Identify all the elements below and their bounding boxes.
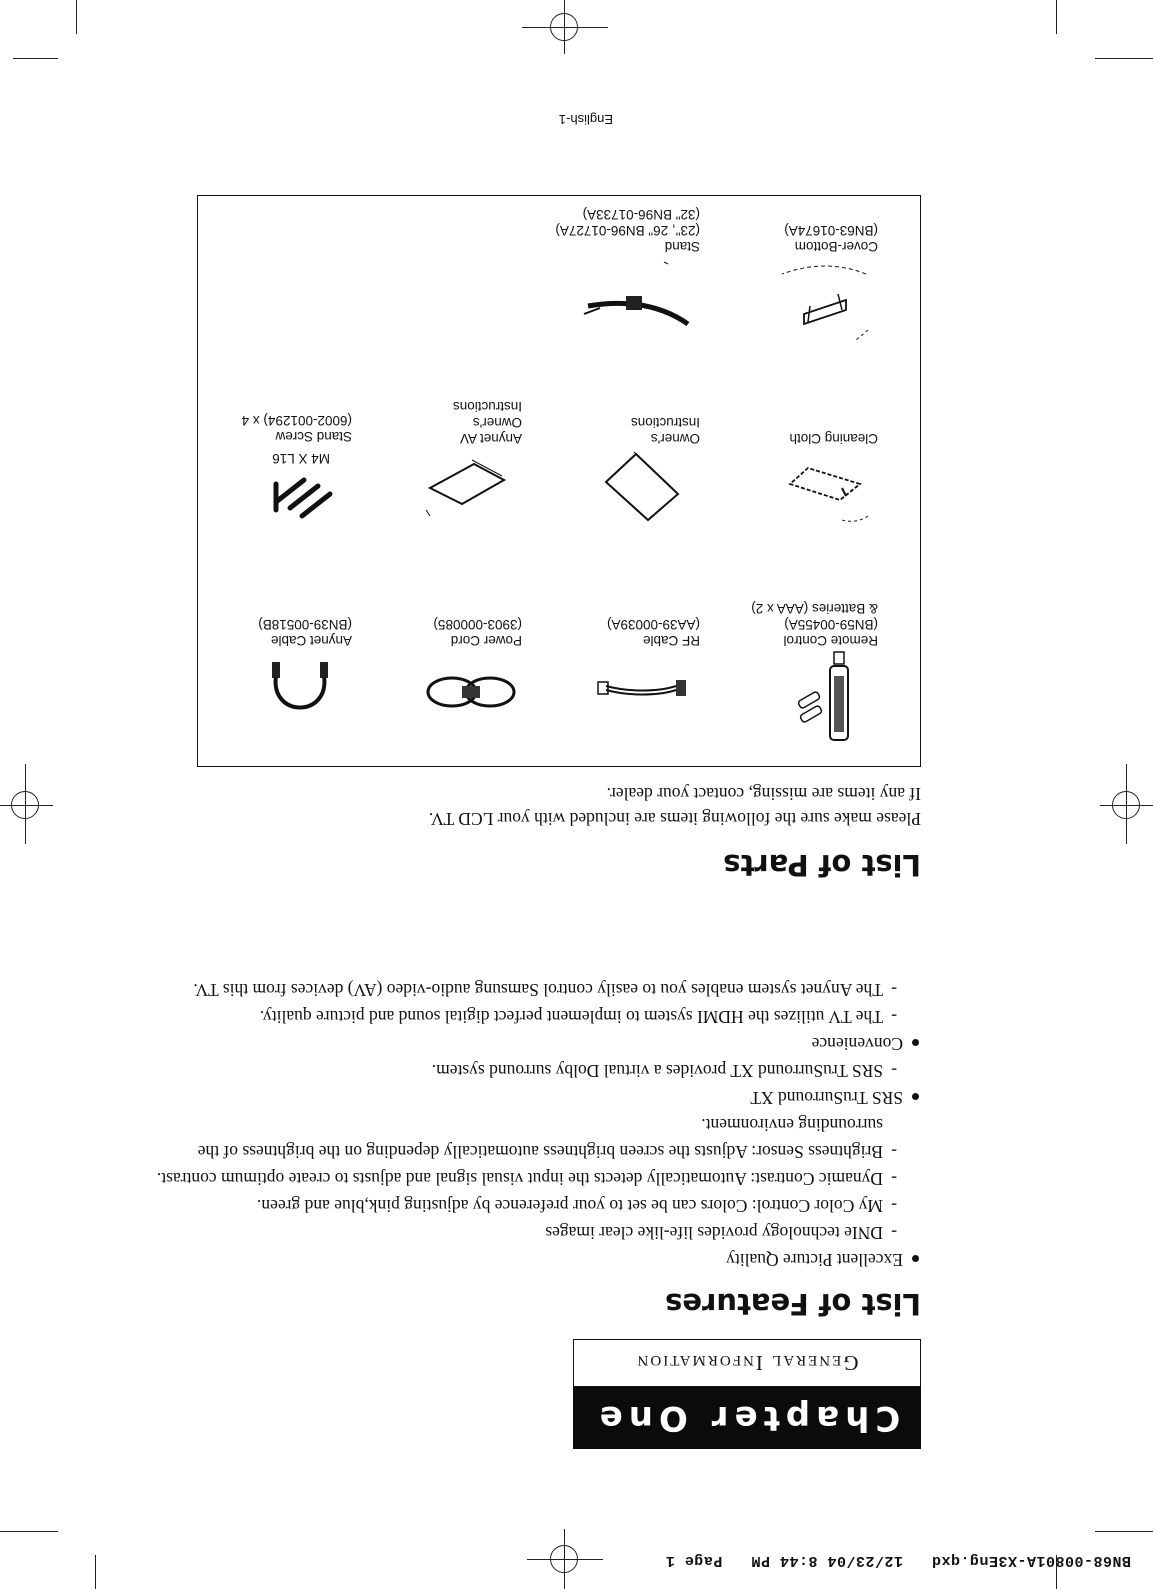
registration-line [564, 0, 565, 54]
parts-intro: If any items are missing, contact your dealer. [606, 784, 921, 804]
part-power-cord [374, 616, 544, 748]
part-name: Cleaning Cloth [789, 431, 878, 446]
part-code: (23", 26" BN96-01727A) (32" BN96-01733A) [555, 207, 700, 238]
feature-category: Convenience [141, 1030, 921, 1057]
anynet-cable-icon [240, 648, 360, 748]
part-code: (BN63-01674A) [784, 223, 878, 238]
owners-instructions-icon [588, 446, 708, 546]
feature-item: - Brightness Sensor: Adjusts the screen brightness automatically depending on the brightness of the surrounding environment. [141, 1111, 921, 1165]
part-anynet-cable [204, 616, 374, 748]
part-code: (AA39-00039A) [606, 617, 700, 632]
trim-mark [1056, 0, 1057, 34]
stand-icon [568, 254, 708, 354]
part-name: Anynet AV Owner's Instructions [452, 399, 522, 446]
page-number: English-1 [558, 112, 613, 127]
part-name: Owner's Instructions [630, 415, 700, 446]
print-slug: BN68-00801A-X3Eng.qxd 12/23/04 8:44 PM Page 1 [665, 1552, 1131, 1569]
feature-item: - The Anynet system enables you to easily control Samsung audio-video (AV) devices from this TV. [141, 976, 921, 1003]
parts-box [197, 195, 921, 767]
trim-mark [95, 1555, 96, 1589]
part-name: Remote Control [783, 633, 878, 648]
trim-mark [1095, 58, 1153, 59]
trim-mark [0, 1531, 58, 1532]
stand-screw-icon [240, 466, 360, 546]
part-name: Anynet Cable [270, 633, 352, 648]
part-anynet-instructions [374, 398, 544, 546]
registration-line [564, 1529, 565, 1589]
feature-item: - SRS TruSurround XT provides a virtual Dolby surround system. [141, 1057, 921, 1084]
registration-line [527, 1559, 603, 1560]
features-list [141, 976, 921, 1273]
trim-mark [13, 58, 58, 59]
feature-item: - The TV utilizes the HDMI system to implement perfect digital sound and picture quality. [141, 1003, 921, 1030]
power-cord-icon [410, 648, 530, 748]
part-rf-cable [552, 616, 722, 748]
part-code: (3903-000085) [433, 617, 522, 632]
anynet-instructions-icon [410, 446, 530, 546]
feature-item: - My Color Control: Colors can be set to your preference by adjusting pink,blue and green. [141, 1192, 921, 1219]
feature-item: - DNIe technology provides life-like clear images [141, 1219, 921, 1246]
parts-heading: List of Parts [723, 848, 921, 882]
part-name: Cover-Bottom [794, 239, 878, 254]
part-cover-bottom [730, 222, 900, 354]
trim-mark [1095, 1531, 1153, 1532]
part-stand-screw [204, 412, 374, 546]
registration-line [522, 27, 608, 28]
part-name: Stand Screw [275, 429, 352, 444]
registration-line [1126, 764, 1127, 844]
rf-cable-icon [588, 648, 708, 748]
feature-item: - Dynamic Contrast: Automatically detects the input visual signal and adjusts to create optimum contrast. [141, 1165, 921, 1192]
part-name: Stand [664, 239, 700, 254]
part-name: RF Cable [642, 633, 700, 648]
part-owners-instructions [552, 414, 722, 546]
feature-category: SRS TruSurround XT [141, 1084, 921, 1111]
part-code: (6002-001294) x 4 [241, 413, 352, 428]
part-name: Power Cord [450, 633, 522, 648]
cleaning-cloth-icon [766, 446, 886, 546]
feature-category: Excellent Picture Quality [141, 1246, 921, 1273]
part-stand [522, 206, 722, 354]
part-cleaning-cloth [730, 430, 900, 546]
part-code: (BN59-00455A) & Batteries (AAA x 2) [751, 601, 878, 632]
chapter-title: Chapter One [573, 1387, 921, 1449]
registration-line [0, 805, 53, 806]
parts-intro: Please make sure the following items are included with your LCD TV. [428, 809, 921, 829]
cover-bottom-icon [766, 254, 886, 354]
features-heading: List of Features [665, 1287, 921, 1321]
part-code: (BN39-00518B) [258, 617, 352, 632]
screw-size-callout: M4 X L16 [272, 451, 330, 466]
remote-control-icon [766, 648, 886, 748]
trim-mark [76, 0, 77, 34]
part-remote-control [730, 600, 900, 748]
registration-line [25, 764, 26, 844]
chapter-subtitle: General Information [573, 1339, 921, 1387]
